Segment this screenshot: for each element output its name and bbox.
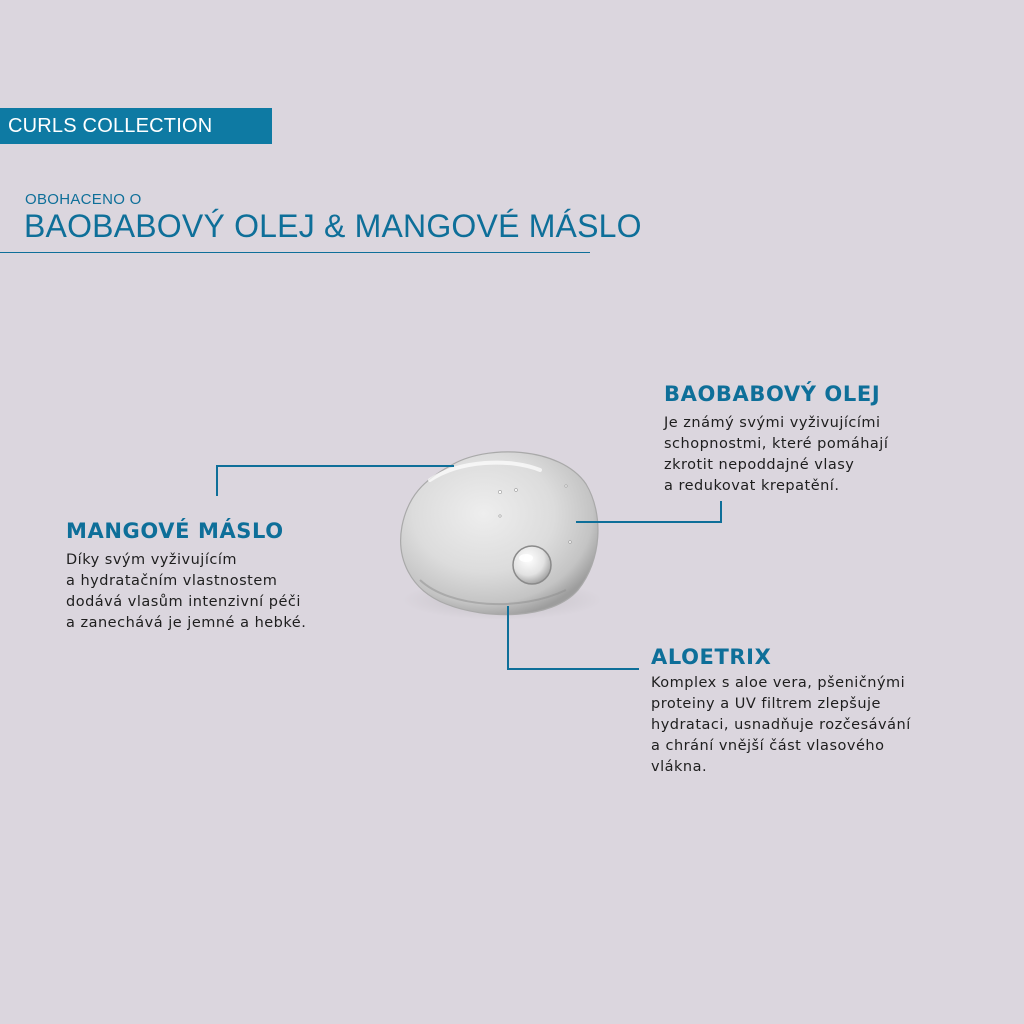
page-title: BAOBABOVÝ OLEJ & MANGOVÉ MÁSLO [24,208,642,244]
mango-title: MANGOVÉ MÁSLO [66,519,284,543]
aloetrix-connector-horizontal [507,668,639,670]
baobab-connector-horizontal [576,521,722,523]
aloetrix-description: Komplex s aloe vera, pšeničnými proteiny a UV filtrem zlepšuje hydrataci, usnadňuje rozčesávání a chrání vnější část vlasového vlákna. [651,675,911,775]
drop-shape [401,452,598,615]
micro-bubble [499,515,501,517]
enriched-label: OBOHACENO O [25,191,142,208]
baobab-description: Je známý svými vyživujícími schopnostmi, které pomáhají zkrotit nepoddajné vlasy a redukovat krepatění. [664,415,889,494]
mango-description: Díky svým vyživujícím a hydratačním vlastnostem dodává vlasům intenzivní péči a zanechává je jemné a hebké. [66,552,307,631]
bubble-highlight [519,554,533,562]
baobab-title: BAOBABOVÝ OLEJ [664,382,881,406]
micro-bubble [515,489,518,492]
drop-bubble [513,546,551,584]
micro-bubble [498,490,501,493]
aloetrix-connector-vertical [507,606,509,670]
micro-bubble [569,541,572,544]
micro-bubble [565,485,567,487]
baobab-connector-vertical [720,501,722,523]
heading-divider [0,252,590,253]
mango-connector-vertical [216,465,218,496]
mango-connector-horizontal [216,465,454,467]
collection-badge: CURLS COLLECTION [0,108,272,144]
product-drop-image [390,440,610,630]
aloetrix-title: ALOETRIX [651,645,772,669]
